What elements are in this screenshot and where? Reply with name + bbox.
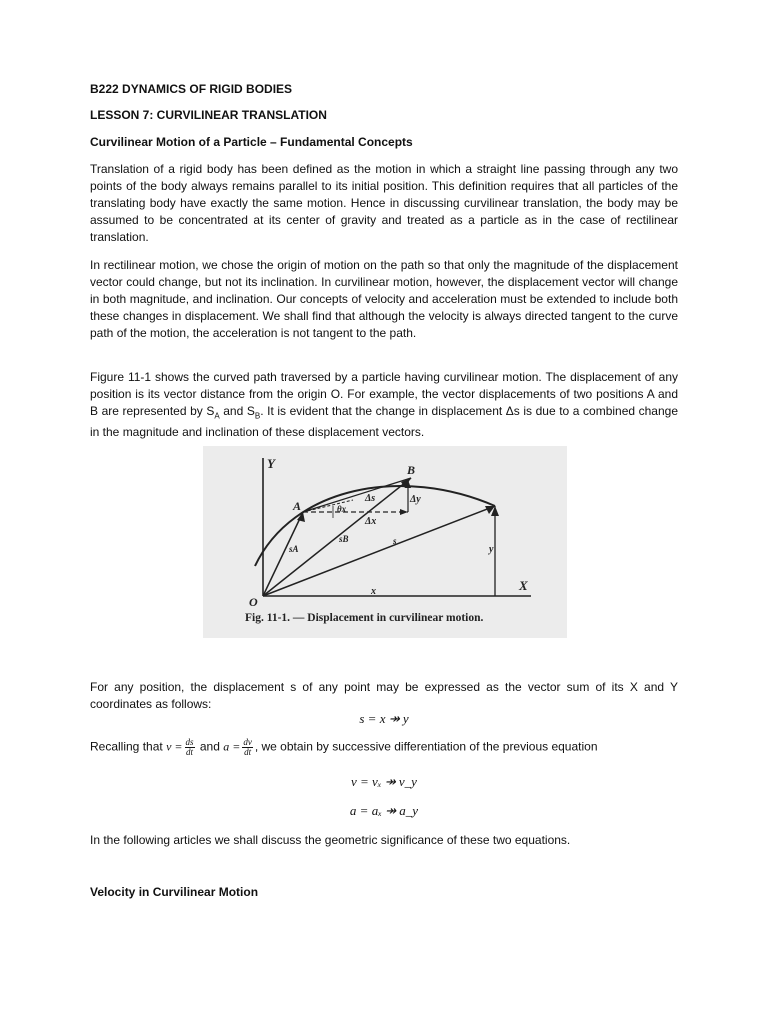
equation-velocity: v = vₓ ↠ v_y bbox=[351, 774, 417, 789]
label-x-axis: X bbox=[519, 578, 528, 593]
paragraph-following: In the following articles we shall discuss the geometric significance of these two equations. bbox=[90, 833, 571, 847]
paragraph-translation: Translation of a rigid body has been defined as the motion in which a straight line passing through any two points of the body always remains parallel to its initial position. This definition requires that all particles of the translating body have exactly the same motion. Hence in discussing curvilinear translation, the body may be assumed to be concentrated at its center of gravity and treated as a particle as in the case of rectilinear translation. bbox=[90, 162, 678, 244]
label-delta-x: Δx bbox=[365, 516, 377, 527]
delta-s-line bbox=[303, 478, 411, 512]
equation-acceleration: a = aₓ ↠ a_y bbox=[349, 803, 419, 818]
paragraph-figure-intro: Figure 11-1 shows the curved path traversed by a particle having curvilinear motion. The displacement of any position is its vector distance from the origin O. For example, the vector displacements of two positions A and B are represented by $S_A$ and $S_B$. It is evident that the change in displacement Δs is due to a combined change in the magnitude and inclination of these displacement vectors. bbox=[90, 370, 678, 440]
paragraph-vector-sum: For any position, the displacement s of any point may be expressed as the vector sum of its X and Y coordinates as follows: bbox=[90, 680, 678, 711]
label-s: s bbox=[393, 536, 397, 546]
label-theta: θx bbox=[337, 504, 347, 514]
label-s-b: sB bbox=[339, 534, 349, 544]
fraction-dv-dt: $\frac{dv}{dt}$ bbox=[243, 737, 252, 757]
label-y: y bbox=[489, 544, 494, 555]
label-delta-y: Δy bbox=[410, 494, 421, 505]
label-s-a: sA bbox=[289, 544, 299, 554]
lesson-title: LESSON 7: CURVILINEAR TRANSLATION bbox=[90, 108, 327, 122]
label-point-a: A bbox=[293, 499, 302, 513]
course-title: B222 DYNAMICS OF RIGID BODIES bbox=[90, 82, 293, 96]
equation-displacement: s = x ↠ y bbox=[359, 711, 409, 726]
paragraph-recalling: Recalling that v = $\frac{ds}{dt}$ and a = $\frac{dv}{dt}$ , we obtain by successive differentiation of the previous equation bbox=[90, 737, 598, 757]
label-delta-s: Δs bbox=[365, 493, 376, 504]
section-title: Curvilinear Motion of a Particle – Fundamental Concepts bbox=[90, 135, 413, 149]
label-x: x bbox=[371, 586, 376, 597]
label-y-axis: Y bbox=[267, 456, 275, 471]
label-origin: O bbox=[249, 595, 258, 609]
label-point-b: B bbox=[407, 463, 416, 477]
figure-diagram bbox=[203, 446, 567, 638]
paragraph-rectilinear: In rectilinear motion, we chose the origin of motion on the path so that only the magnitude of the displacement vector could change, but not its inclination. In curvilinear motion, however, the displacement vector will change in both magnitude, and inclination. Our concepts of velocity and acceleration must be extended to include both these changes in displacement. We shall find that although the velocity is always directed tangent to the curve path of the motion, the acceleration is not tangent to the path. bbox=[90, 258, 678, 340]
figure-caption: Fig. 11-1. — Displacement in curvilinear motion. bbox=[245, 612, 484, 624]
arrowhead-dx bbox=[400, 509, 408, 515]
fraction-ds-dt: $\frac{ds}{dt}$ bbox=[185, 737, 194, 757]
next-section-title: Velocity in Curvilinear Motion bbox=[90, 885, 259, 899]
displacement-figure bbox=[203, 446, 567, 638]
